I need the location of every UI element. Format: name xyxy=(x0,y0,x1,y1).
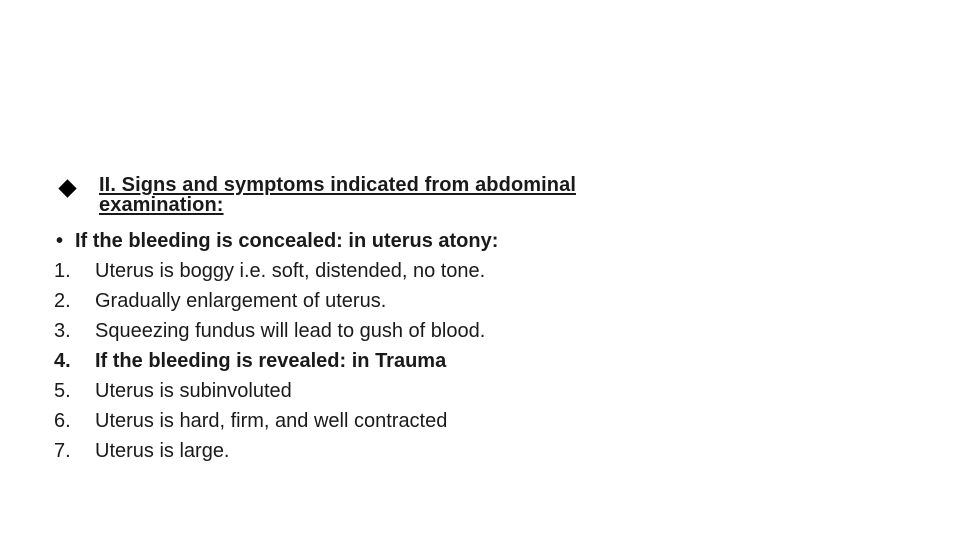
list-item xyxy=(54,286,754,316)
list-text: Uterus is hard, firm, and well contracted xyxy=(95,410,448,432)
list-item xyxy=(54,376,754,406)
intro-line xyxy=(54,226,754,256)
list-number: 7. xyxy=(54,440,71,462)
list-number: 6. xyxy=(54,410,71,432)
list-number: 1. xyxy=(54,260,71,282)
heading-text xyxy=(99,175,576,215)
list-item xyxy=(54,406,754,436)
list-item xyxy=(54,316,754,346)
list-text: Gradually enlargement of uterus. xyxy=(95,290,387,312)
section-heading xyxy=(58,175,658,215)
list-text: Uterus is subinvoluted xyxy=(95,380,292,402)
round-bullet: • xyxy=(56,230,64,252)
heading-line-1: II. Signs and symptoms indicated from abdominal xyxy=(99,174,576,196)
list-item xyxy=(54,346,754,376)
list-number: 2. xyxy=(54,290,71,312)
list-text: Uterus is boggy i.e. soft, distended, no tone. xyxy=(95,260,486,282)
diamond-bullet-icon xyxy=(58,179,76,197)
list-item xyxy=(54,436,754,466)
list-number: 4. xyxy=(54,350,71,372)
slide-body xyxy=(54,226,754,466)
intro-text: If the bleeding is concealed: in uterus atony: xyxy=(75,230,499,252)
list-item xyxy=(54,256,754,286)
list-text: Squeezing fundus will lead to gush of blood. xyxy=(95,320,486,342)
list-number: 3. xyxy=(54,320,71,342)
list-text: If the bleeding is revealed: in Trauma xyxy=(95,350,447,372)
list-text: Uterus is large. xyxy=(95,440,230,462)
list-number: 5. xyxy=(54,380,71,402)
heading-line-2: examination: xyxy=(99,194,224,216)
